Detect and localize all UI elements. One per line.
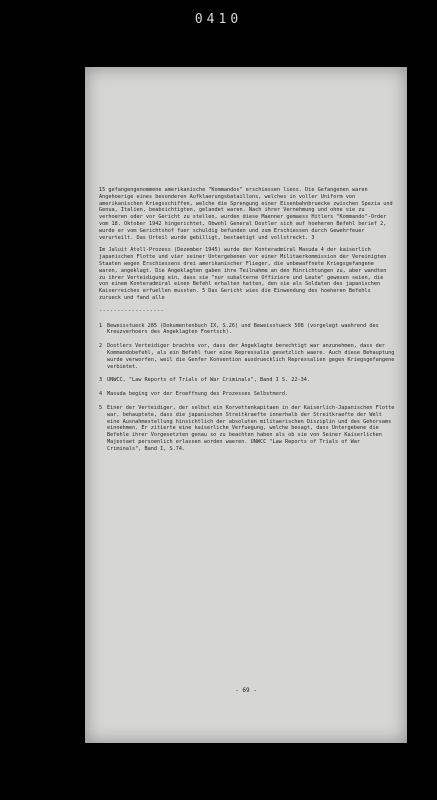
footnote-divider: ------------------ [99,307,165,314]
footnote [99,377,395,384]
footnote [99,404,398,453]
document-body [99,187,398,460]
footnote [99,391,395,398]
footnote-text: Masuda beging vor der Eroeffnung des Prozesses Selbstmord. [107,391,289,398]
footnote-text: Dostlers Verteidiger brachte vor, dass der Angeklagte berechtigt war anzunehmen, dass der Kommandobefehl, als ein Befehl fuer eine Repressalie gesetzlich waere. Auch diese Behauptung wurde verworfen, weil die Genfer Konvention ausdruecklich Repressalien gegen Kriegsgefangene verbietet. [107,343,398,370]
document-page [85,67,407,743]
footnote-text: UNWCC, "Law Reports of Trials of War Criminals", Band I S. 22-34. [107,377,311,384]
footnote-text: Beweisstueck 285 (Dokumentenbuch IX, S.26) und Beweisstueck 508 (vorgelegt waehrend des Kreuzverhoers des Angeklagten Foertsch). [107,322,382,336]
footnote-number: 3 [99,377,103,384]
footnote-number: 2 [99,343,103,350]
footnote-number: 1 [99,322,103,329]
microfilm-frame-number: 0410 [194,12,243,27]
footnote-text: Einer der Verteidiger, der selbst ein Korvettenkapitaen in der Kaiserlich-Japanischen Flotte war, behauptete, dass die japanischen Streitkraefte innerhalb der Streitkraefte der Welt eine Ausnahmestellung hinsichtlich der absoluten militaerischen Disziplin und des Gehorsams einnehmen. Er zitierte eine kaiserliche Verfuegung, welche besagt, dass Untergebene die Befehle ihrer Vorgesetzten genau so zu beachten haben als ob sie von Seiner Kaiserlichen Majestaet persoenlich erlassen worden waeren. UNWCC "Law Reports of Trials of War Criminals", Band I, S.74. [107,404,398,452]
footnote [99,323,395,337]
paragraph-dostler: 15 gefangengenommene amerikanische "Kommandos" erschiessen liess. Die Gefangenen waren Angehoerige eines besonderen Aufklaerungsbataillons, welches in voller Uniform von amerikanischen Kriegsschiffen, welche die Sprengung einer Eisenbahnbruecke zwischen Spezia und Genua, Italien, beabsichtigten, gelandet waren. Nach ihrer Vernehmung und ohne sie zu verhoeren oder vor Gericht zu stellen, wurden diese Maenner gemaess Hitlers "Kommando"-Order vom 18. Oktober 1942 hingerichtet, Obwohl General Dostler sich auf hoeheren Befehl berief 2, wurde er vom Gerichtshof fuer schuldig befunden und zum Erschiessen durch Gewehrfeuer verurteilt. Das Urteil wurde gebilligt, bestaetigt und vollstreckt. 3 [99,187,396,241]
footnote-number: 5 [99,404,103,411]
footnote [99,343,398,370]
page-number: - 69 - [235,687,257,694]
paragraph-jaluit: Im Jaluit Atoll-Prozess (Dezember 1945) wurde der Konteradmiral Masuda 4 der kaiserlich japanischen Flotte und vier seiner Untergebenen vor einer Militaerkommission der Vereinigten Staaten wegen Erschiessens drei amerikanischer Flieger, die unbewaffnete Kriegsgefangene waren, angeklagt. Die Angeklagten gaben ihre Teilnahme an den Hinrichtungen zu, aber wandten zu ihrer Verteidigung ein, dass sie "nur subalterne Offiziere und Leute" gewesen seien, die von einem Konteradmiral einen Befehl erhalten hatten, den sie als Soldaten des japanischen Kaiserreiches erfuellen mussten. 5 Das Gericht wies die Einwendung des hoeheren Befehls zurueck und fand alle [99,247,390,301]
footnote-number: 4 [99,391,103,398]
